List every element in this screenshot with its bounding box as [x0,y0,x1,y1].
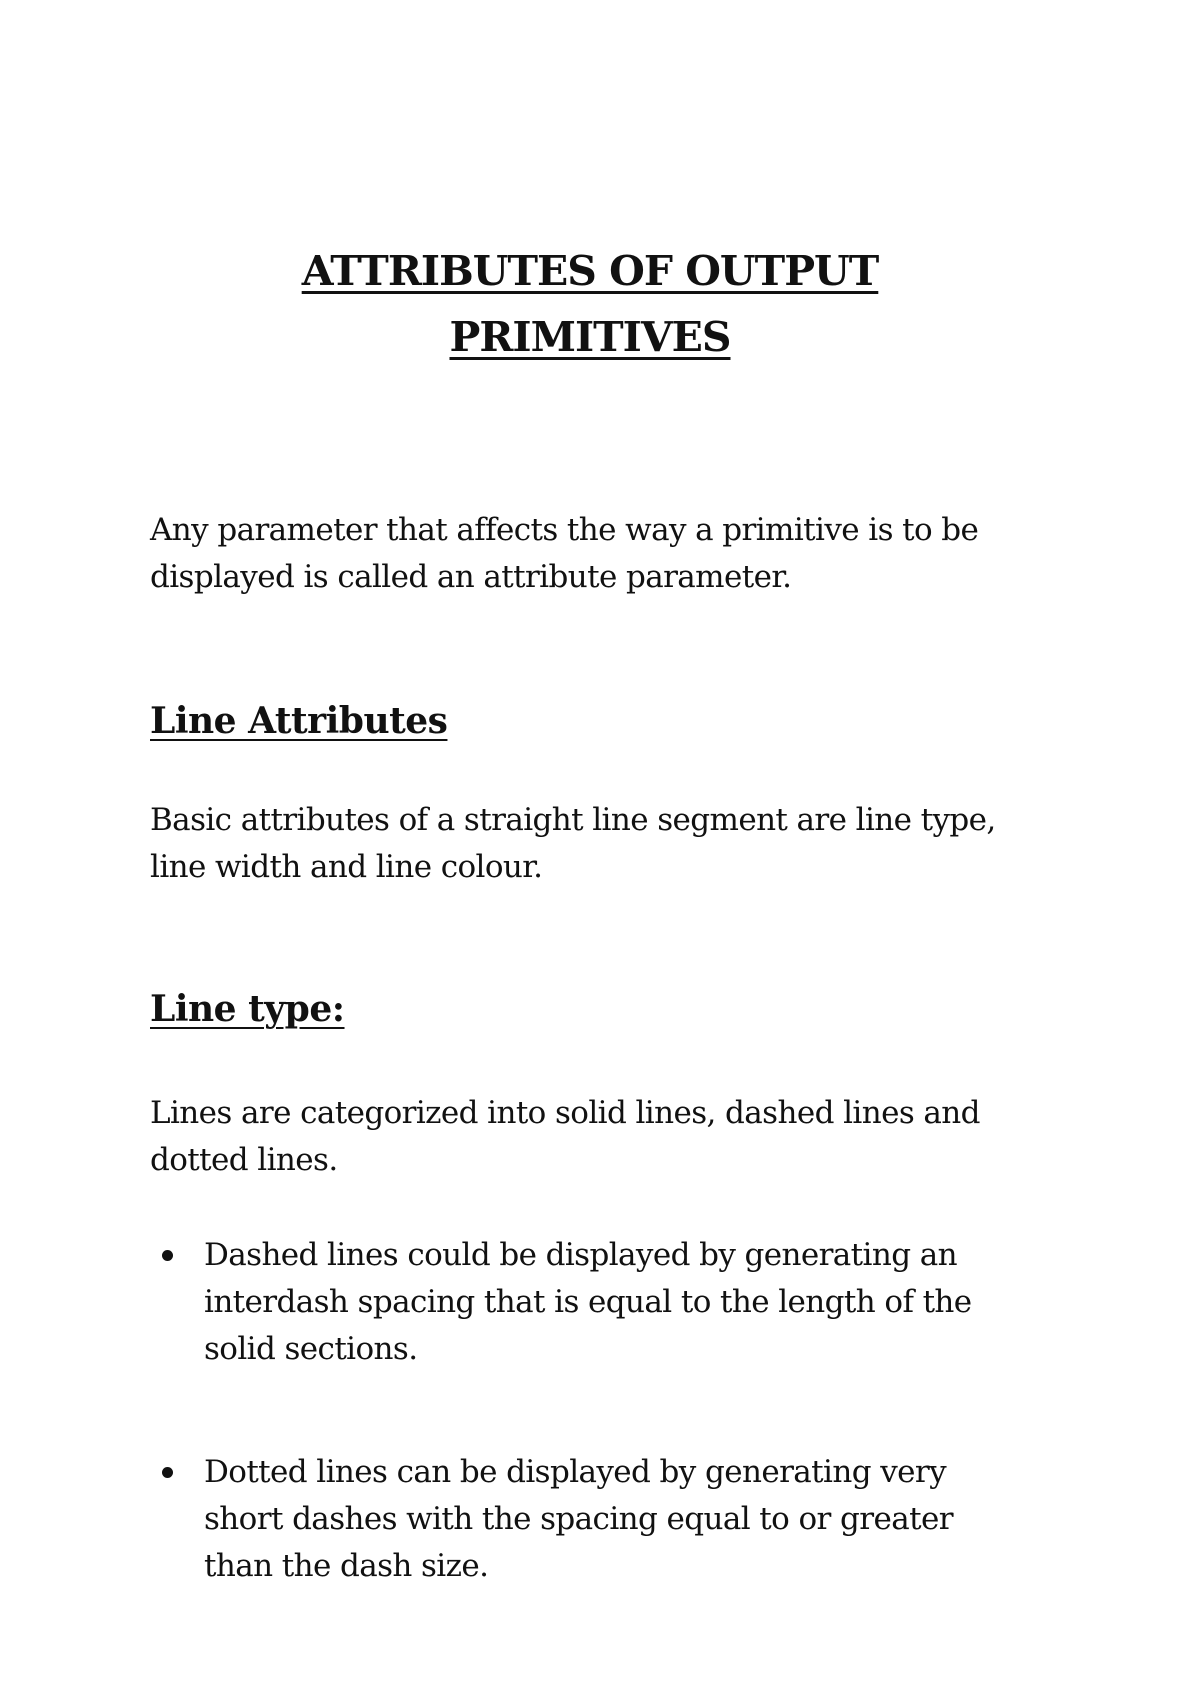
intro-paragraph: Any parameter that affects the way a primitive is to be displayed is called an attribute parameter. [150,512,979,595]
document-title [150,238,1030,370]
bullet-icon [162,1250,173,1261]
section-heading-line-type: Line type: [150,988,345,1030]
bullet-text-dotted-lines: Dotted lines can be displayed by generating very short dashes with the spacing equal to or greater than the dash size. [204,1454,953,1584]
bullet-text-dashed-lines: Dashed lines could be displayed by generating an interdash spacing that is equal to the length of the solid sections. [204,1237,972,1367]
title-line-2: PRIMITIVES [449,313,731,361]
bullet-icon [162,1467,173,1478]
line-type-paragraph: Lines are categorized into solid lines, dashed lines and dotted lines. [150,1095,980,1178]
section-heading-line-attributes: Line Attributes [150,700,448,742]
title-line-1: ATTRIBUTES OF OUTPUT [301,247,879,295]
line-attributes-paragraph: Basic attributes of a straight line segment are line type, line width and line colour. [150,802,996,885]
